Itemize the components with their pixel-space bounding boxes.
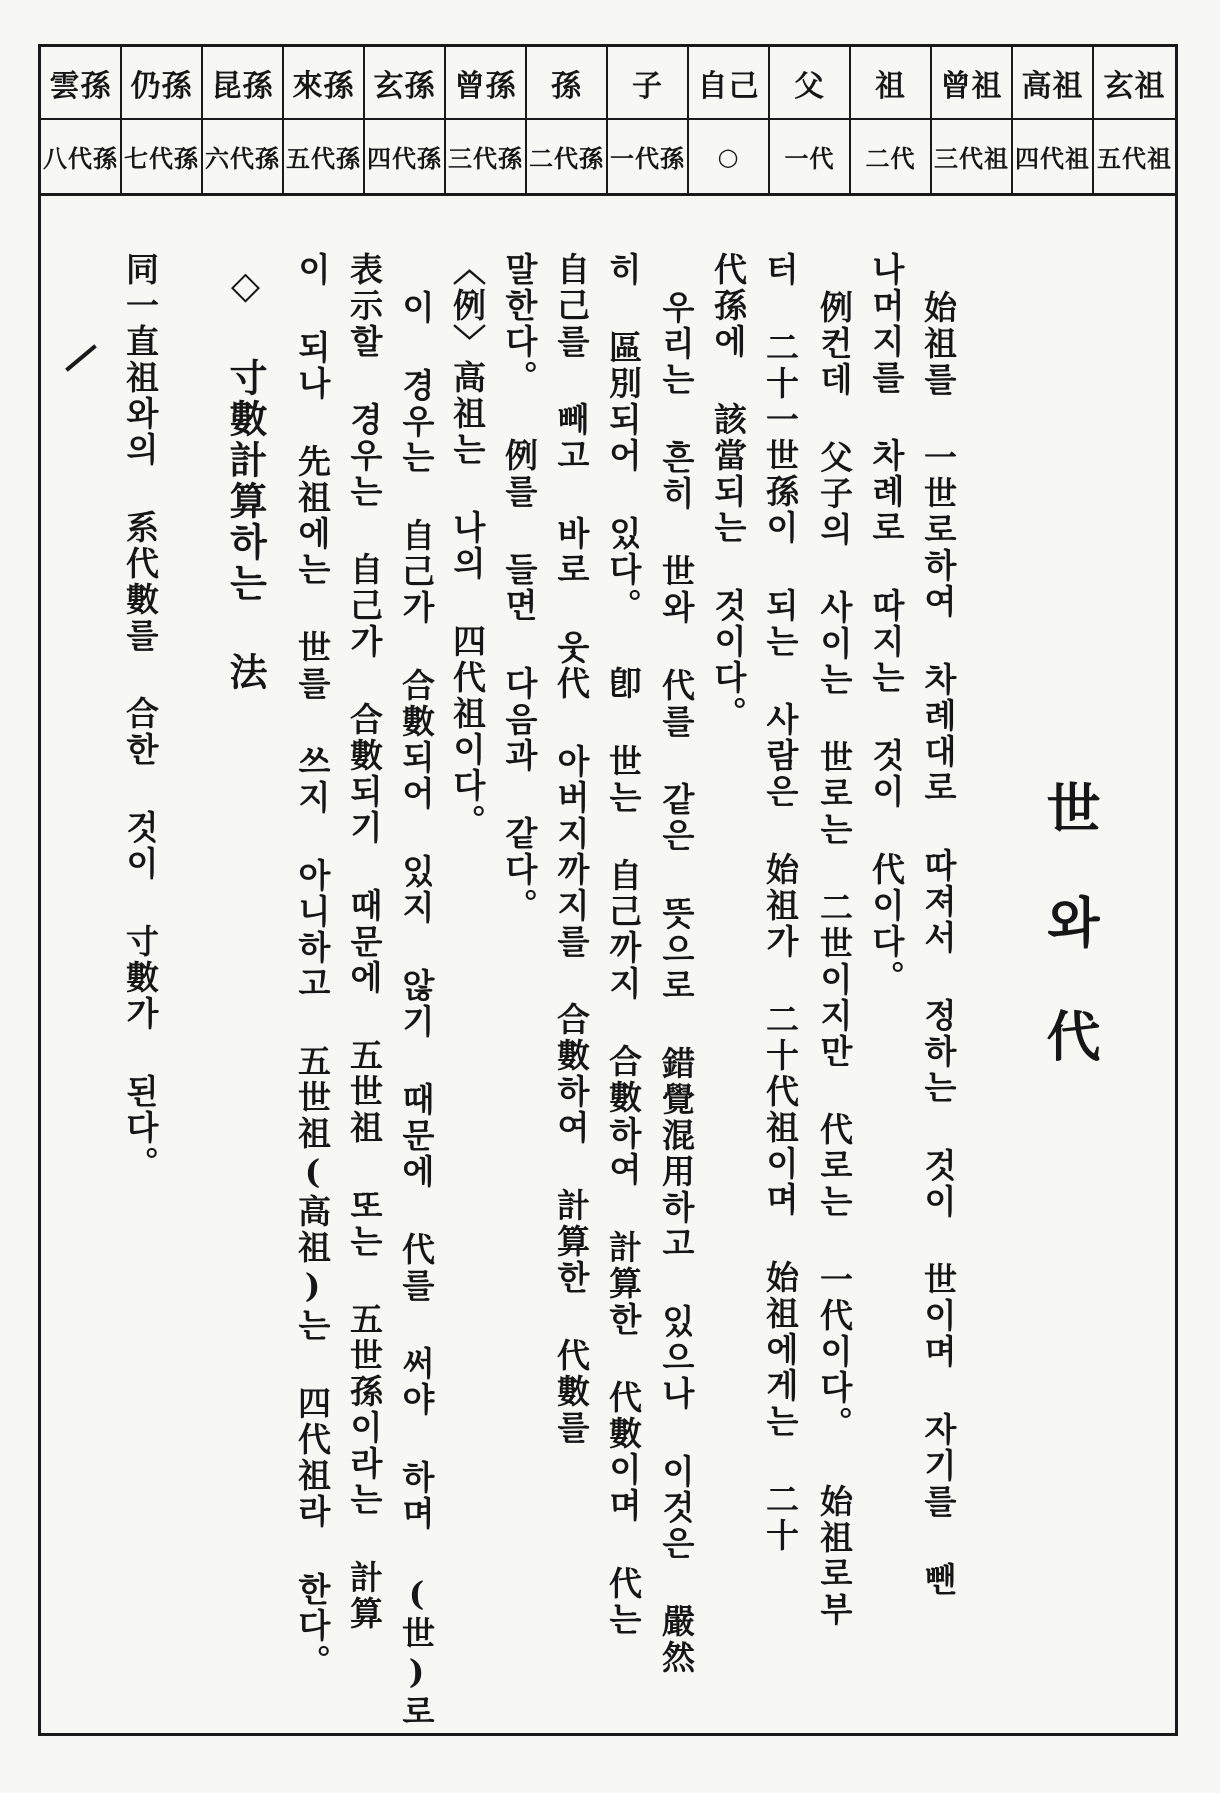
table-name-cell: 仍孫 (122, 47, 203, 120)
table-generation-cell: 一代 (770, 120, 851, 193)
section-heading: ◇ 寸數計算하는 法 (223, 262, 268, 693)
table-generation-cell: 八代孫 (41, 120, 122, 193)
table-name-cell: 祖 (851, 47, 932, 120)
page-title: 世와代 (1038, 780, 1102, 1122)
text-column: 〈例〉高祖는 나의 四代祖이다。 (448, 252, 487, 840)
table-generation-cell: 三代孫 (446, 120, 527, 193)
table-generation-cell: 二代孫 (527, 120, 608, 193)
table-name-cell: 孫 (527, 47, 608, 120)
text-column: 말한다。 例를 들면 다음과 같다。 (500, 252, 539, 924)
text-column: 同一直祖와의 系代數를 合한 것이 寸數가 된다。 (121, 252, 160, 1182)
table-name-cell: 父 (770, 47, 851, 120)
table-name-cell: 曾孫 (446, 47, 527, 120)
table-generation-cell: 四代祖 (1013, 120, 1094, 193)
table-name-cell: 曾祖 (932, 47, 1013, 120)
text-column: 例컨데 父子의 사이는 世로는 二世이지만 代로는 一代이다。 始祖로부 (815, 290, 854, 1628)
table-name-cell: 來孫 (284, 47, 365, 120)
table-generation-cell: 一代孫 (608, 120, 689, 193)
table-generation-cell: 五代祖 (1097, 144, 1172, 173)
table-name-cell: 高祖 (1013, 47, 1094, 120)
text-column: 代孫에 該當되는 것이다。 (709, 252, 748, 732)
table-name-cell: 自己 (689, 47, 770, 120)
text-column: 나머지를 차례로 따지는 것이 代이다。 (867, 252, 906, 996)
table-generation-cell: 二代 (851, 120, 932, 193)
table-name-cell: 昆孫 (203, 47, 284, 120)
table-generation-cell: 六代孫 (203, 120, 284, 193)
text-column: 히 區別되어 있다。 卽 世는 自己까지 合數하여 計算한 代數이며 代는 (604, 252, 643, 1638)
table-name-cell: 雲孫 (41, 47, 122, 120)
table-generation-cell: 四代孫 (365, 120, 446, 193)
table-name-cell: 玄孫 (365, 47, 446, 120)
text-column: 우리는 흔히 世와 代를 같은 뜻으로 錯覺混用하고 있으나 이것은 嚴然 (657, 290, 696, 1676)
table-generation-cell: 三代祖 (932, 120, 1013, 193)
table-name-cell: 玄祖 (1094, 47, 1175, 120)
table-generation-cell: ○ (689, 120, 770, 193)
text-column: 터 二十一世孫이 되는 사람은 始祖가 二十代祖이며 始祖에게는 二十 (761, 252, 800, 1554)
text-column: 이 되나 先祖에는 世를 쓰지 아니하고 五世祖(高祖)는 四代祖라 한다。 (293, 252, 332, 1680)
table-generation-cell: 五代孫 (284, 120, 365, 193)
text-column: 自己를 빼고 바로 웃代 아버지까지를 合數하여 計算한 代數를 (552, 252, 591, 1446)
text-column: 表示할 경우는 自己가 合數되기 때문에 五世祖 또는 五世孫이라는 計算 (345, 252, 384, 1632)
table-name-cell: 子 (608, 47, 689, 120)
generation-table (38, 44, 1178, 196)
text-column: 이 경우는 自己가 合數되어 있지 않기 때문에 代를 써야 하며 (世)로 (397, 290, 436, 1730)
table-generation-cell: 七代孫 (122, 120, 203, 193)
text-column: 始祖를 一世로하여 차례대로 따져서 정하는 것이 世이며 자기를 뺀 (919, 290, 958, 1598)
